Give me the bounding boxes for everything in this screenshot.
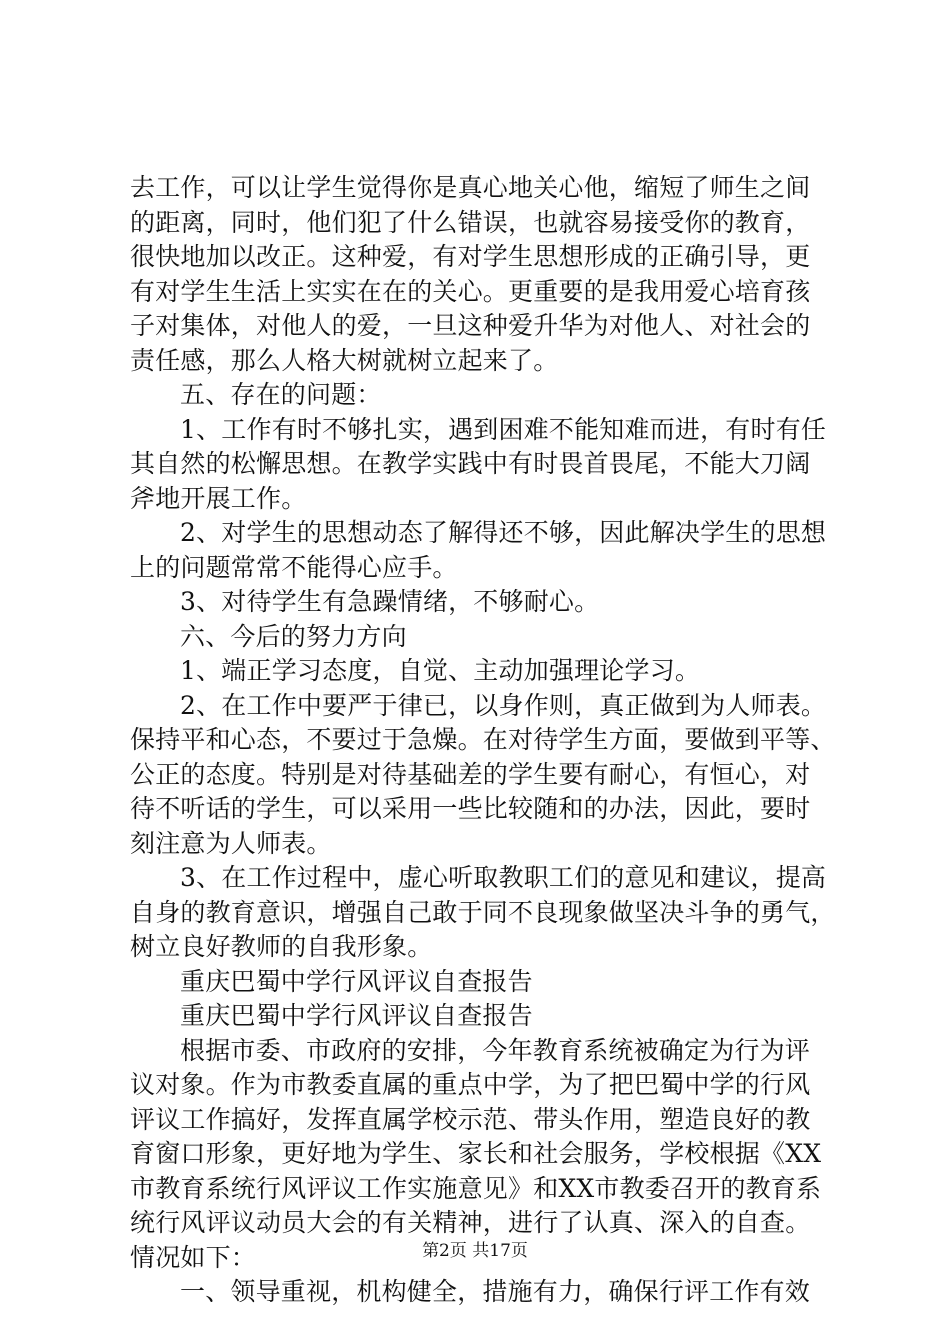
text-line: 根据市委、市政府的安排，今年教育系统被确定为行为评	[180, 1035, 811, 1065]
text-line: 上的问题常常不能得心应手。	[130, 552, 458, 582]
text-line: 统行风评议动员大会的有关精神，进行了认真、深入的自查。	[130, 1208, 811, 1237]
page-footer: 第2页 共17页	[422, 1241, 528, 1261]
text-line: 五、存在的问题：	[180, 380, 382, 409]
text-line: 1、工作有时不够扎实，遇到困难不能知难而进，有时有任	[180, 414, 827, 444]
text-line: 情况如下：	[130, 1242, 257, 1272]
text-line: 育窗口形象，更好地为学生、家长和社会服务，学校根据《XX	[130, 1139, 822, 1168]
text-line: 其自然的松懈思想。在教学实践中有时畏首畏尾，不能大刀阔	[130, 449, 811, 478]
text-line: 2、在工作中要严于律已，以身作则，真正做到为人师表。	[180, 690, 827, 720]
text-line: 的距离，同时，他们犯了什么错误，也就容易接受你的教育，	[130, 207, 811, 237]
text-line: 保持平和心态，不要过于急燥。在对待学生方面，要做到平等、	[130, 725, 836, 754]
text-line: 市教育系统行风评议工作实施意见》和XX市教委召开的教育系	[130, 1173, 822, 1203]
text-line: 子对集体，对他人的爱，一旦这种爱升华为对他人、对社会的	[130, 311, 811, 340]
text-line: 责任感，那么人格大树就树立起来了。	[130, 345, 559, 375]
text-line: 评议工作搞好，发挥直属学校示范、带头作用，塑造良好的教	[130, 1104, 811, 1134]
text-line: 3、在工作过程中，虚心听取教职工们的意见和建议，提高	[180, 863, 827, 892]
text-line: 公正的态度。特别是对待基础差的学生要有耐心，有恒心，对	[130, 759, 811, 789]
text-line: 议对象。作为市教委直属的重点中学，为了把巴蜀中学的行风	[130, 1070, 811, 1099]
text-line: 去工作，可以让学生觉得你是真心地关心他，缩短了师生之间	[130, 173, 811, 202]
text-line: 一、领导重视，机构健全，措施有力，确保行评工作有效	[180, 1277, 811, 1306]
text-line: 六、今后的努力方向	[180, 621, 407, 651]
document-body	[130, 171, 836, 1310]
text-line: 待不听话的学生，可以采用一些比较随和的办法，因此，要时	[130, 794, 811, 823]
text-line: 重庆巴蜀中学行风评议自查报告	[180, 1001, 533, 1030]
text-line: 树立良好教师的自我形象。	[130, 932, 433, 961]
text-line: 刻注意为人师表。	[130, 828, 332, 858]
text-line: 很快地加以改正。这种爱，有对学生思想形成的正确引导，更	[130, 242, 811, 271]
text-line: 重庆巴蜀中学行风评议自查报告	[180, 966, 533, 996]
text-line: 1、端正学习态度，自觉、主动加强理论学习。	[180, 656, 701, 685]
text-line: 斧地开展工作。	[130, 483, 307, 513]
text-line: 有对学生生活上实实在在的关心。更重要的是我用爱心培育孩	[130, 276, 811, 306]
text-line: 3、对待学生有急躁情绪，不够耐心。	[180, 587, 600, 616]
text-line: 2、对学生的思想动态了解得还不够，因此解决学生的思想	[180, 518, 827, 547]
text-line: 自身的教育意识，增强自己敢于同不良现象做坚决斗争的勇气，	[130, 897, 836, 927]
